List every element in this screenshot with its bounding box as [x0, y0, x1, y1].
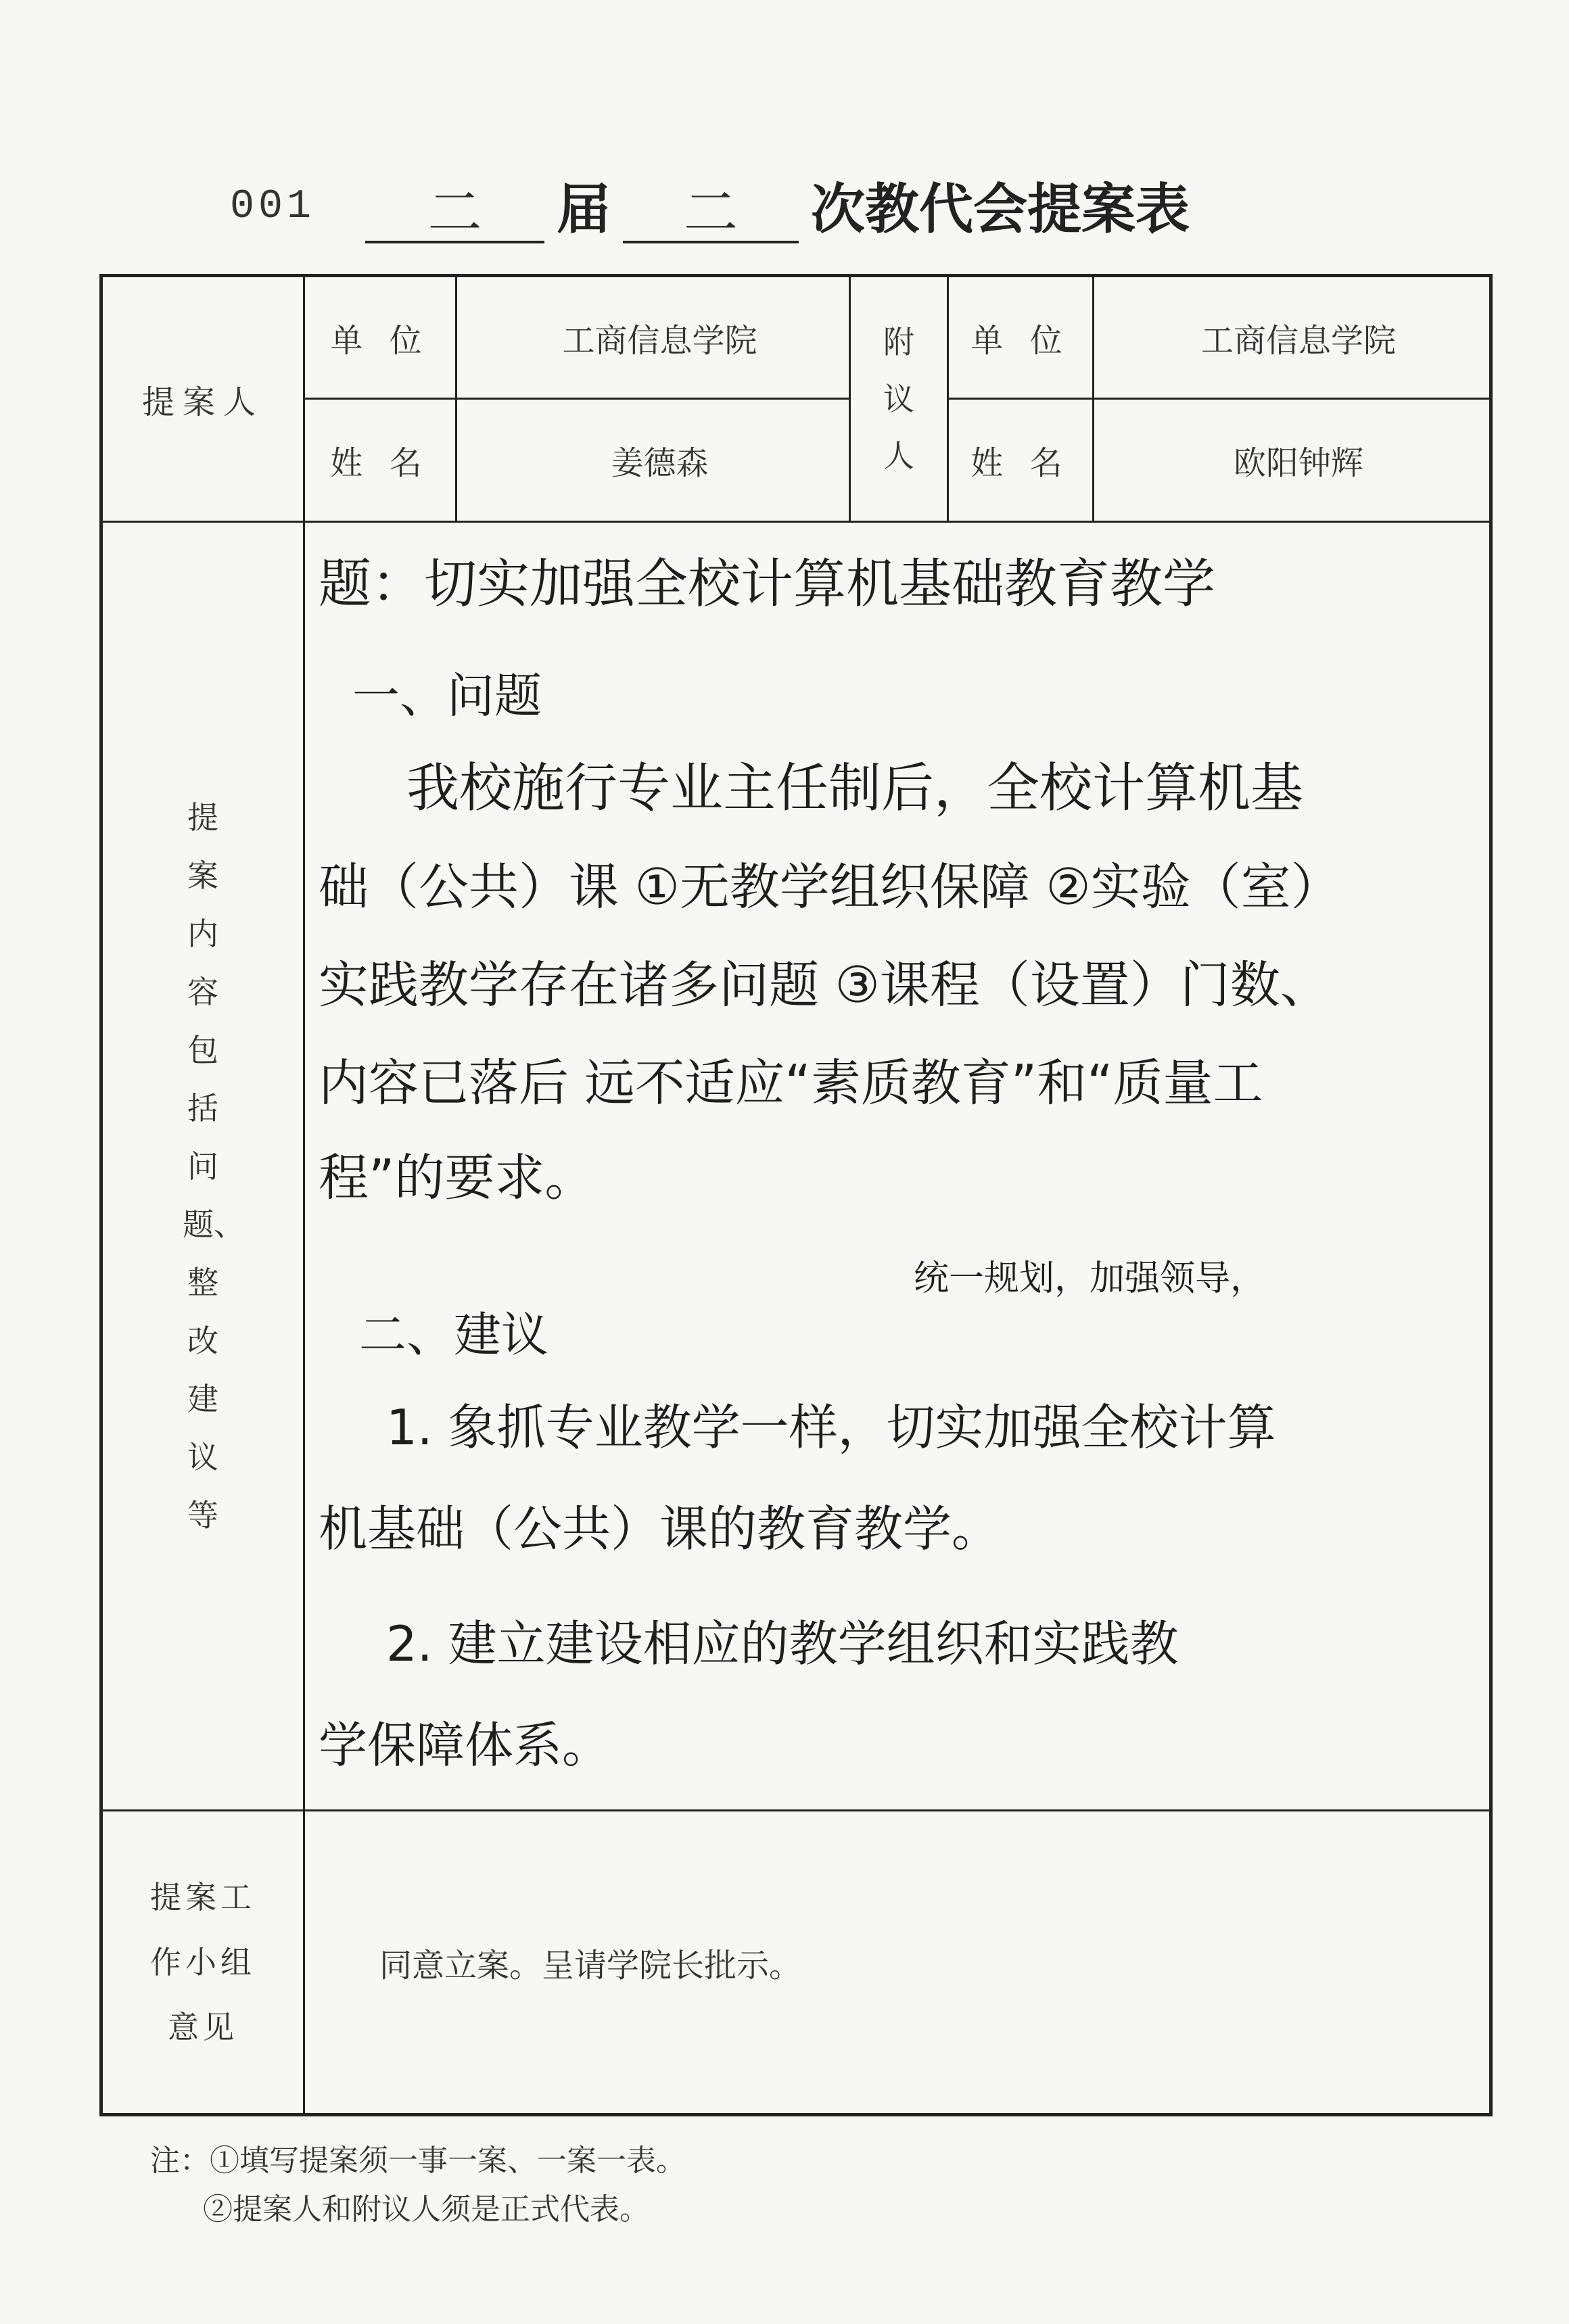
form-title [365, 169, 1202, 243]
content-line: 机基础（公共）课的教育教学。 [319, 1500, 1001, 1557]
working-group-label: 提案工作小组意见 [150, 1879, 256, 2045]
note-one: 注：①填写提案须一事一案、一案一表。 [150, 2143, 686, 2178]
proposer-name-label-cell [304, 399, 456, 522]
working-group-label-cell [101, 1811, 304, 2115]
proposer-unit-value: 工商信息学院 [456, 276, 850, 399]
content-line: 我校施行专业主任制后，全校计算机基 [406, 758, 1304, 819]
content-line: 内容已落后 远不适应“素质教育”和“质量工 [319, 1054, 1263, 1112]
content-inserted-note: 统一规划，加强领导， [914, 1258, 1266, 1299]
working-group-opinion: 同意立案。呈请学院长批示。 [304, 1811, 1491, 2115]
co-signer-name-value: 欧阳钟辉 [1094, 399, 1491, 522]
proposer-name-value: 姜德森 [456, 399, 850, 522]
meeting-number: 二 [623, 187, 799, 243]
content-line: 程”的要求。 [319, 1149, 595, 1207]
content-line: 实践教学存在诸多问题 ③课程（设置）门数、 [319, 956, 1330, 1014]
form-notes [150, 2137, 686, 2234]
proposer-unit-label: 单 位 [330, 321, 430, 360]
content-line-title: 题：切实加强全校计算机基础教育教学 [319, 554, 1216, 615]
serial-number: 001 [230, 184, 316, 230]
proposer-unit-label-cell [304, 276, 456, 399]
note-two: ②提案人和附议人须是正式代表。 [203, 2192, 649, 2227]
proposer-label: 提案人 [141, 383, 264, 421]
co-signer-label-cell [850, 276, 948, 522]
co-signer-unit-value: 工商信息学院 [1094, 276, 1491, 399]
proposal-form [99, 274, 1493, 2116]
content-label-cell [101, 522, 304, 1811]
content-line: 础（公共）课 ①无教学组织保障 ②实验（室） [319, 858, 1341, 916]
co-signer-unit-label: 单 位 [970, 321, 1071, 360]
content-line-suggestion-heading: 二、建议 [359, 1307, 548, 1362]
session-label: 届 [557, 177, 611, 241]
title-suffix: 次教代会提案表 [811, 177, 1190, 241]
proposer-label-cell [101, 276, 304, 522]
proposal-content [304, 522, 1491, 1811]
session-number: 二 [365, 187, 544, 243]
content-line: 1. 象抓专业教学一样，切实加强全校计算 [386, 1399, 1276, 1456]
co-signer-name-label: 姓 名 [970, 444, 1071, 482]
content-line: 学保障体系。 [319, 1717, 611, 1774]
content-line-problem-heading: 一、问题 [352, 668, 542, 724]
proposer-name-label: 姓 名 [330, 444, 430, 482]
content-line: 2. 建立建设相应的教学组织和实践教 [386, 1615, 1179, 1672]
co-signer-name-label-cell [948, 399, 1094, 522]
co-signer-label: 附议人 [883, 324, 914, 474]
content-side-label: 提案内容包括问题、整改建议等 [183, 799, 245, 1534]
co-signer-unit-label-cell [948, 276, 1094, 399]
